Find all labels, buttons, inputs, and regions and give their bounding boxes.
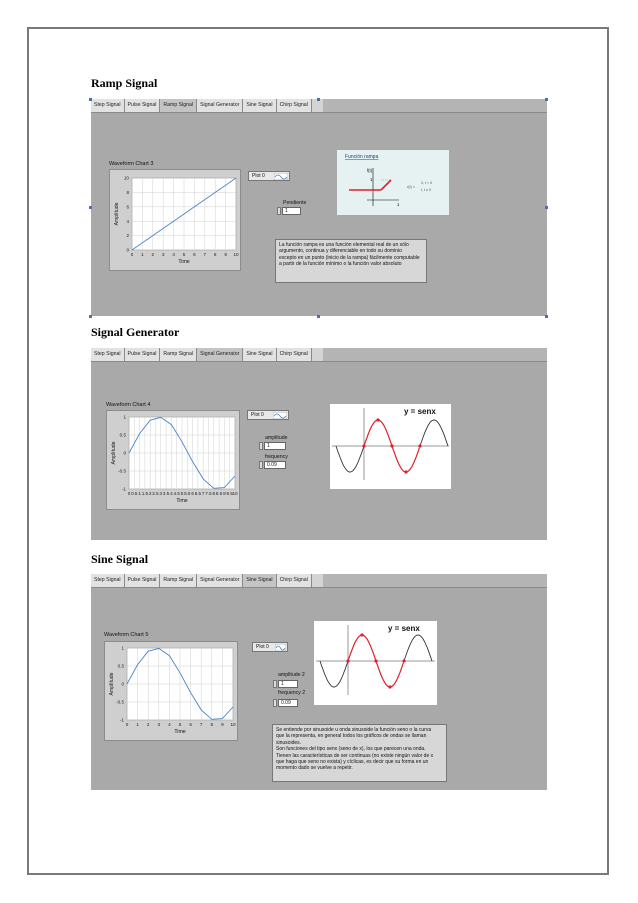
description-line: argumento, continua y diferenciable en todo su dominio: [279, 248, 402, 255]
y-tick-label: 1: [123, 414, 126, 420]
tab-pulse-signal[interactable]: Pulse Signal: [125, 99, 161, 112]
waveform-chart: [106, 410, 240, 510]
amplitude-2-label: amplitude 2: [278, 672, 305, 678]
plot-legend-label: Plot 0: [252, 173, 265, 179]
description-line: que la representa, en general todos los gráficos de ondas se llaman: [276, 733, 427, 740]
x-axis-label: Time: [178, 259, 190, 265]
senx-title: y = senx: [404, 407, 436, 416]
x-tick-label: 0: [125, 722, 129, 727]
description-line: Son funciones del tipo senx (seno de x), los que parecen una onda.: [276, 746, 426, 753]
x-tick-label: 2: [151, 252, 155, 257]
tab-chirp-signal[interactable]: Chirp Signal: [277, 348, 312, 361]
sine-key-point: [346, 659, 349, 662]
x-tick-label: 4: [168, 722, 171, 727]
pendiente-input[interactable]: 1: [282, 207, 301, 215]
tab-bar-fill: [323, 99, 547, 113]
sine-curve: [404, 635, 432, 661]
x-axis-label: Time: [174, 729, 186, 735]
frequency-spinner[interactable]: [259, 461, 263, 469]
tab-ramp-signal[interactable]: Ramp Signal: [160, 99, 197, 112]
x-tick-label: 6: [189, 722, 192, 727]
frequency-2-input[interactable]: 0.09: [278, 699, 298, 707]
x-tick-label: 5: [178, 722, 182, 727]
selection-handle: [317, 315, 320, 318]
ramp-description: [275, 239, 427, 283]
description-line: que haga que seno no exista) y cíclicas, es decir que su forma en un: [276, 759, 429, 766]
x-tick-label: 5.5: [184, 491, 191, 496]
waveform-chart: [109, 169, 241, 271]
x-tick-label: 1: [138, 491, 141, 496]
selection-handle: [545, 98, 548, 101]
x-tick-label: 1.5: [141, 491, 149, 496]
frequency-input[interactable]: 0.09: [264, 461, 286, 469]
x-tick-label: 3: [159, 491, 163, 496]
senx-graph: [314, 621, 437, 705]
plot-legend[interactable]: [247, 410, 289, 420]
y-tick-label: 1: [121, 645, 124, 651]
tab-pulse-signal[interactable]: Pulse Signal: [125, 574, 161, 587]
x-axis-label: Time: [176, 498, 188, 504]
x-tick-label: 9.5: [226, 491, 233, 496]
x-tick-label: 6: [191, 491, 194, 496]
y-axis-label: Amplitude: [109, 672, 115, 696]
tab-chirp-signal[interactable]: Chirp Signal: [277, 99, 312, 112]
plot-legend-label: Plot 0: [251, 412, 264, 418]
sine-key-point: [402, 659, 405, 662]
senx-graph-image: [330, 404, 451, 489]
x-tick-label: 6: [193, 252, 196, 257]
tab-signal-generator[interactable]: Signal Generator: [197, 99, 243, 112]
ramp-formula-lhs: r(t) =: [407, 185, 416, 189]
signal-generator-panel: [91, 348, 547, 540]
ramp-one-label: 1: [370, 177, 373, 182]
y-tick-label: -0.5: [118, 468, 126, 474]
amplitude-spinner[interactable]: [259, 442, 263, 450]
senx-graph: [330, 404, 451, 489]
plot-legend-label: Plot 0: [256, 644, 269, 650]
sine-key-point: [390, 444, 393, 447]
description-line: Se entiende por sinusoide u onda sinusoide la función seno o la curva: [276, 727, 432, 733]
description-line: La función rampa es una función elemental real de un sólo: [279, 242, 409, 248]
y-tick-label: 2: [126, 233, 129, 239]
y-tick-label: 10: [123, 175, 129, 181]
y-tick-label: -1: [119, 717, 124, 723]
ramp-t-one-label: 1: [397, 202, 400, 207]
sine-curve: [420, 420, 448, 446]
ramp-formula-row2: t, t ≥ 0: [421, 188, 431, 192]
ramp-f-label: f(t): [367, 168, 373, 173]
amplitude-2-input[interactable]: 1: [278, 680, 298, 688]
x-tick-label: 6.5: [194, 491, 202, 496]
tab-signal-generator[interactable]: Signal Generator: [197, 574, 243, 587]
tab-step-signal[interactable]: Step Signal: [91, 99, 125, 112]
x-tick-label: 8.5: [215, 491, 223, 496]
x-tick-label: 3: [161, 252, 165, 257]
sine-key-point: [362, 444, 365, 447]
chart-title: Waveform Chart 5: [104, 632, 149, 638]
x-tick-label: 10: [232, 491, 238, 496]
x-tick-label: 9: [224, 252, 227, 257]
x-tick-label: 3.5: [162, 491, 170, 496]
x-tick-label: 1: [136, 722, 139, 727]
sine-key-point: [404, 470, 407, 473]
plot-legend[interactable]: [252, 642, 288, 652]
plot-legend[interactable]: [248, 171, 290, 181]
frequency-2-spinner[interactable]: [273, 699, 277, 707]
tab-sine-signal[interactable]: Sine Signal: [243, 574, 276, 587]
waveform-chart-svg: [105, 642, 239, 742]
chart-title: Waveform Chart 4: [106, 402, 151, 408]
sine-curve: [336, 446, 364, 472]
sine-description: [272, 724, 447, 782]
y-tick-label: 0: [123, 450, 126, 456]
tab-bar: [91, 574, 323, 588]
tab-bar: [91, 99, 323, 113]
x-tick-label: 0: [127, 491, 131, 496]
description-line: Tienen las características de ser continuas (no existe ningún valor de x: [276, 752, 434, 759]
x-tick-label: 8: [210, 722, 214, 727]
frequency-label: frequency: [265, 454, 288, 460]
y-tick-label: 0: [121, 681, 124, 687]
x-tick-label: 0.5: [131, 491, 138, 496]
section-heading-ramp: Ramp Signal: [91, 76, 158, 90]
sine-key-point: [418, 444, 421, 447]
plot-line-icon: [274, 173, 288, 180]
x-tick-label: 5: [180, 491, 184, 496]
section-heading-sine: Sine Signal: [91, 552, 149, 566]
ramp-function-image: [337, 150, 449, 215]
y-tick-label: -1: [121, 486, 126, 492]
selection-handle: [89, 315, 92, 318]
tab-bar-fill: [323, 348, 547, 362]
x-tick-label: 7: [199, 722, 203, 727]
tab-signal-generator[interactable]: Signal Generator: [197, 348, 243, 361]
tab-step-signal[interactable]: Step Signal: [91, 348, 125, 361]
x-tick-label: 4: [170, 491, 173, 496]
frequency-2-label: frequency 2: [278, 690, 306, 696]
y-tick-label: 0.5: [119, 432, 126, 438]
sine-key-point: [360, 633, 363, 636]
chart-title: Waveform Chart 3: [109, 161, 154, 167]
ramp-formula-row1: 0, t < 0: [421, 181, 433, 185]
y-axis-label: Amplitude: [111, 441, 117, 465]
tab-bar: [91, 348, 323, 362]
amplitude-2-spinner[interactable]: [273, 680, 277, 688]
selection-handle: [317, 98, 320, 101]
x-tick-label: 8: [212, 491, 216, 496]
x-tick-label: 1: [141, 252, 144, 257]
description-line: a partir de la función mínimo o la función valor absoluto: [279, 261, 402, 268]
x-tick-label: 7.5: [205, 491, 212, 496]
description-line: excepto en un punto (inicio de la rampa) fácilmente computable: [279, 254, 420, 261]
x-tick-label: 0: [130, 252, 134, 257]
tab-pulse-signal[interactable]: Pulse Signal: [125, 348, 161, 361]
x-tick-label: 2: [148, 491, 152, 496]
x-tick-label: 10: [233, 252, 239, 257]
sine-key-point: [376, 418, 379, 421]
tab-sine-signal[interactable]: Sine Signal: [243, 99, 276, 112]
x-tick-label: 9: [223, 491, 226, 496]
sine-key-point: [374, 659, 377, 662]
waveform-chart-svg: [107, 411, 241, 511]
selection-handle: [545, 206, 548, 209]
x-tick-label: 7: [203, 252, 207, 257]
x-tick-label: 4: [172, 252, 175, 257]
plot-line-icon: [275, 644, 286, 651]
section-heading-generator: Signal Generator: [91, 325, 180, 339]
selection-handle: [89, 206, 92, 209]
ramp-caption: Función rampa: [345, 154, 379, 160]
x-tick-label: 4.5: [173, 491, 180, 496]
selection-handle: [89, 98, 92, 101]
description-line: sinusoides.: [276, 739, 302, 746]
pendiente-spinner[interactable]: [277, 207, 281, 215]
ramp-function-graph: [337, 150, 449, 215]
y-tick-label: -0.5: [116, 699, 124, 705]
amplitude-label: amplitude: [265, 435, 288, 441]
x-tick-label: 3: [157, 722, 161, 727]
y-axis-label: Amplitude: [114, 202, 120, 226]
plot-line-icon: [273, 412, 287, 419]
tab-chirp-signal[interactable]: Chirp Signal: [277, 574, 312, 587]
y-tick-label: 6: [126, 204, 129, 210]
sine-key-point: [388, 685, 391, 688]
x-tick-label: 7: [201, 491, 205, 496]
tab-step-signal[interactable]: Step Signal: [91, 574, 125, 587]
waveform-chart: [104, 641, 238, 741]
x-tick-label: 9: [221, 722, 224, 727]
senx-title: y = senx: [388, 624, 420, 633]
tab-sine-signal[interactable]: Sine Signal: [243, 348, 276, 361]
selection-handle: [545, 315, 548, 318]
tab-ramp-signal[interactable]: Ramp Signal: [160, 348, 197, 361]
tab-ramp-signal[interactable]: Ramp Signal: [160, 574, 197, 587]
x-tick-label: 8: [213, 252, 217, 257]
tab-bar-fill: [323, 574, 547, 588]
y-tick-label: 0.5: [117, 663, 124, 669]
senx-graph-image: [314, 621, 437, 705]
x-tick-label: 2: [146, 722, 150, 727]
amplitude-input[interactable]: 1: [264, 442, 286, 450]
pendiente-label: Pendiente: [283, 200, 307, 206]
y-tick-label: 0: [126, 247, 129, 253]
waveform-chart-svg: [110, 170, 242, 272]
sine-curve: [320, 661, 348, 687]
x-tick-label: 5: [182, 252, 186, 257]
description-line: momento dado se vuelve a repetir.: [276, 765, 353, 772]
x-tick-label: 2.5: [152, 491, 159, 496]
y-tick-label: 4: [126, 218, 129, 224]
x-tick-label: 10: [230, 722, 236, 727]
sine-signal-panel: [91, 574, 547, 790]
y-tick-label: 8: [126, 190, 129, 195]
ramp-signal-panel: [91, 99, 547, 316]
